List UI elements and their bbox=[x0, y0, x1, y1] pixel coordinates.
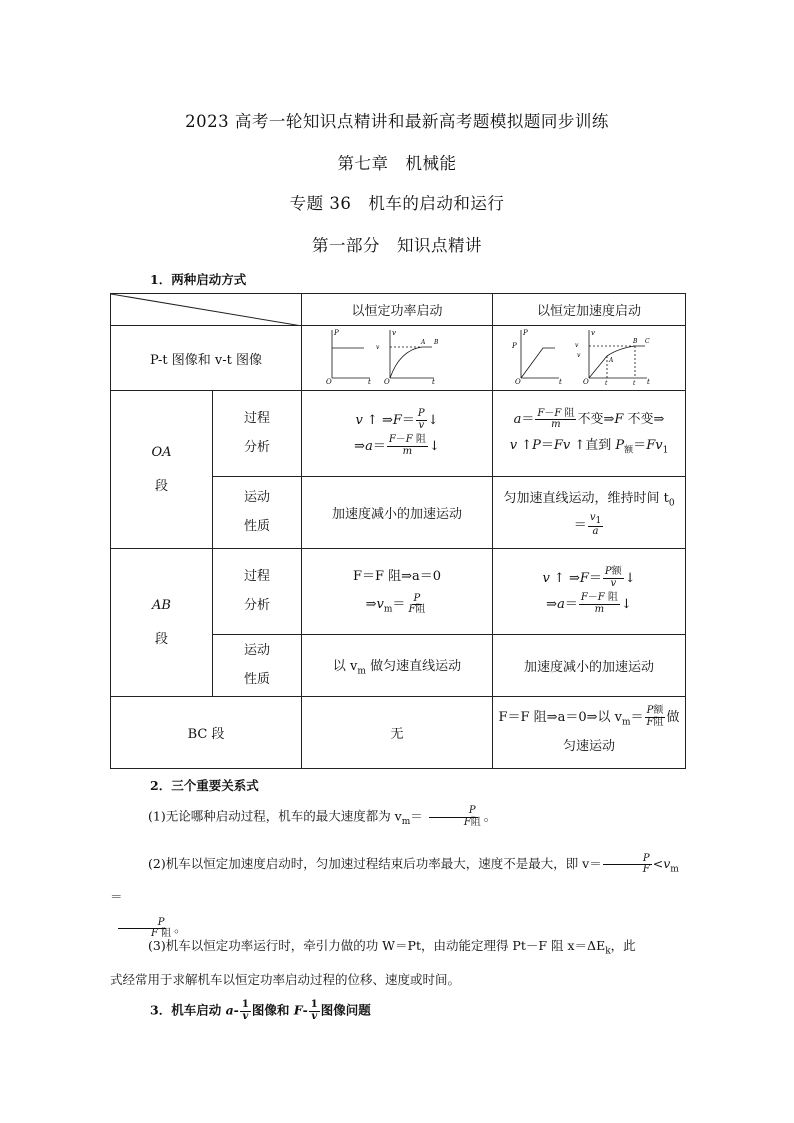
oa-motion-label: 运动 性质 bbox=[213, 477, 302, 549]
svg-text:O: O bbox=[326, 378, 332, 386]
svg-text:C: C bbox=[645, 338, 650, 345]
startup-table bbox=[110, 293, 686, 769]
graph-row-label: P-t 图像和 v-t 图像 bbox=[111, 326, 302, 391]
bc-power: 无 bbox=[302, 697, 493, 769]
svg-text:B: B bbox=[434, 339, 439, 346]
oa-process-acc: a＝ $\frac{\text{F－F 阻}}{m}$ 不变⇒F 不变⇒ v ↑P＝Fv ↑直到 $P_额=Fv_1$ bbox=[493, 391, 686, 477]
ab-motion-label: 运动 性质 bbox=[213, 635, 302, 697]
section2-heading: 2．三个重要关系式 bbox=[150, 778, 259, 793]
graph-power-cell bbox=[302, 326, 493, 391]
section3-heading: 3．机车启动 a- $\frac{1}{v}$ 图像和 F- $\frac{1}{v}$ 图像问题 bbox=[150, 999, 371, 1022]
svg-text:t: t bbox=[605, 380, 608, 386]
svg-text:v: v bbox=[392, 329, 396, 337]
diagonal-header-cell bbox=[111, 294, 302, 326]
svg-text:A: A bbox=[421, 339, 426, 346]
ab-process-power: F＝F 阻⇒a＝0 $\Rightarrow v_m=$ $\frac{P}{\text{F阻}}$ bbox=[302, 549, 493, 635]
svg-text:O: O bbox=[583, 378, 589, 386]
svg-text:O: O bbox=[515, 378, 521, 386]
svg-text:v: v bbox=[376, 344, 380, 351]
oa-process-power: v ↑ ⇒F＝ $\frac{P}{v}$ ↓ ⇒a＝ $\frac{\text{F－F 阻}}{m}$ ↓ bbox=[302, 391, 493, 477]
oa-segment-label: OA 段 bbox=[111, 391, 213, 549]
acc-graphs bbox=[509, 326, 669, 386]
ab-motion-power: 以 $v_m$ 做匀速直线运动 bbox=[302, 635, 493, 697]
svg-text:t: t bbox=[633, 380, 636, 386]
svg-text:P: P bbox=[512, 342, 517, 350]
power-graphs bbox=[322, 326, 472, 386]
svg-text:B: B bbox=[633, 338, 638, 345]
ab-process-label: 过程 分析 bbox=[213, 549, 302, 635]
svg-text:t: t bbox=[432, 378, 435, 386]
ab-process-acc: v ↑ ⇒F＝ $\frac{\text{P额}}{v}$ ↓ ⇒a＝ $\frac{\text{F－F 阻}}{m}$ ↓ bbox=[493, 549, 686, 635]
doc-title: 2023 高考一轮知识点精讲和最新高考题模拟题同步训练 bbox=[185, 112, 609, 131]
svg-text:A: A bbox=[609, 357, 614, 364]
col-header-power: 以恒定功率启动 bbox=[302, 294, 493, 326]
svg-text:t: t bbox=[559, 378, 562, 386]
svg-text:v: v bbox=[591, 329, 595, 337]
svg-text:v: v bbox=[575, 342, 579, 349]
bc-acc: F＝F 阻⇒a＝0⇒以 $v_m=$ $\frac{\text{P额}}{\text{F阻}}$ 做 匀速运动 bbox=[493, 697, 686, 769]
topic-title: 专题 36 机车的启动和运行 bbox=[289, 194, 505, 213]
svg-text:O: O bbox=[384, 378, 390, 386]
bc-segment-label: BC 段 bbox=[111, 697, 302, 769]
ab-motion-acc: 加速度减小的加速运动 bbox=[493, 635, 686, 697]
relation-1: (1)无论哪种启动过程，机车的最大速度都为 $v_m=$ $\frac{P}{\text{F阻}}$ 。 bbox=[148, 805, 497, 828]
svg-text:P: P bbox=[523, 329, 528, 337]
relation-2: (2)机车以恒定加速度启动时，匀加速过程结束后功率最大，速度不是最大，即 v＝ $\frac{P}{F}$ $<v_m=$ $\frac{P}{\text{F 阻}}$ 。 bbox=[110, 852, 679, 940]
oa-motion-power: 加速度减小的加速运动 bbox=[302, 477, 493, 549]
ab-segment-label: AB 段 bbox=[111, 549, 213, 697]
part-title: 第一部分 知识点精讲 bbox=[312, 236, 482, 255]
svg-text:t: t bbox=[368, 378, 371, 386]
section1-heading: 1．两种启动方式 bbox=[150, 272, 247, 287]
oa-process-label: 过程 分析 bbox=[213, 391, 302, 477]
diagonal-line bbox=[111, 294, 302, 326]
col-header-acc: 以恒定加速度启动 bbox=[493, 294, 686, 326]
svg-text:v: v bbox=[577, 352, 581, 359]
chapter-title: 第七章 机械能 bbox=[337, 154, 457, 173]
relation-3: (3)机车以恒定功率运行时，牵引力做的功 W＝Pt，由动能定理得 Pt－F 阻 $x=\Delta E_k$，此 式经常用于求解机车以恒定功率启动过程的位移、速度或时间。 bbox=[110, 938, 636, 987]
graph-acc-cell bbox=[493, 326, 686, 391]
svg-text:P: P bbox=[334, 329, 339, 337]
svg-text:t: t bbox=[647, 378, 650, 386]
oa-motion-acc: 匀加速直线运动，维持时间 $t_0$ ＝ $\frac{v1}{a}$ bbox=[493, 477, 686, 549]
